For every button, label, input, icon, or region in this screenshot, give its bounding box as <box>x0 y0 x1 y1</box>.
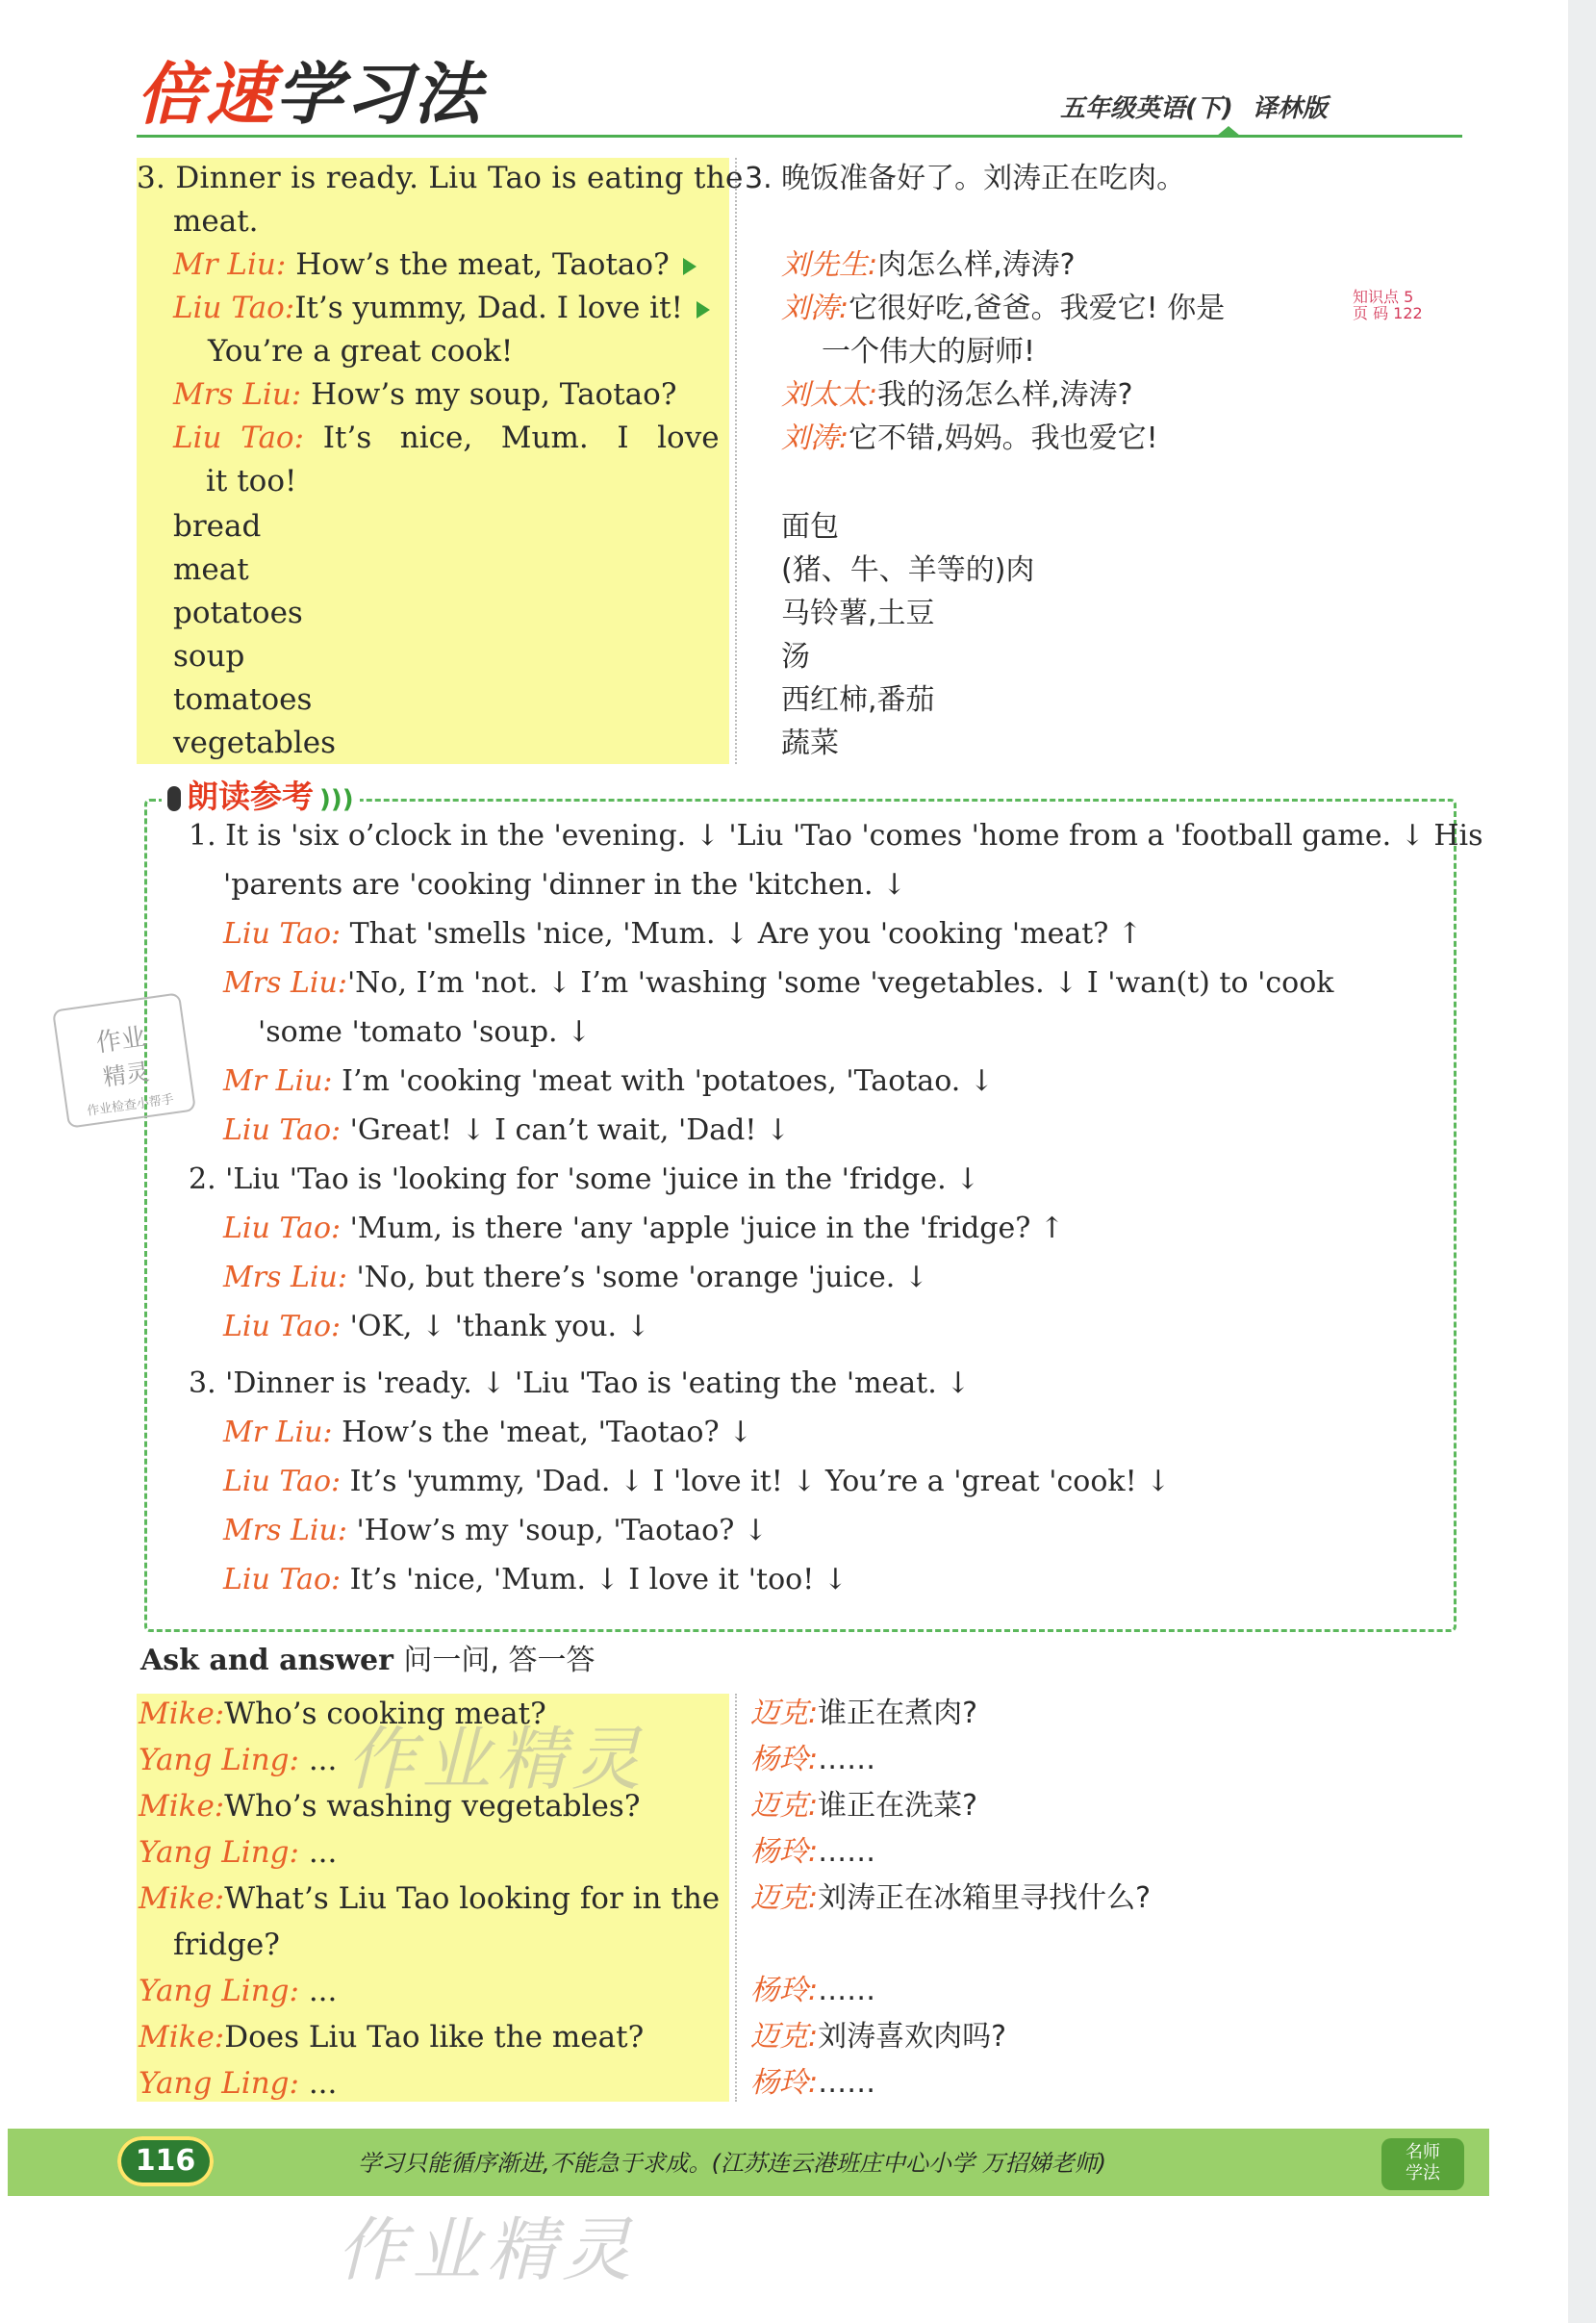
dialogue-line: 刘先生:肉怎么样,涛涛? <box>781 248 1076 282</box>
speaker-name: 杨玲: <box>750 1835 819 1869</box>
speaker-name: Yang Ling: <box>139 2066 299 2101</box>
footer-quote: 学习只能循序渐进,不能急于求成。(江苏连云港班庄中心小学 万招娣老师) <box>358 2150 1106 2177</box>
dialogue-zh <box>745 157 1360 460</box>
watermark: 作业精灵 <box>346 1719 647 1800</box>
reading-line: Mr Liu: I’m 'cooking 'meat with 'potatoes, 'Taotao. ↓ <box>223 1064 994 1098</box>
speaker-name: Liu Tao: <box>173 421 305 455</box>
ask-line: Mike:Who’s cooking meat? <box>139 1697 546 1731</box>
reading-line: 1. It is 'six o’clock in the 'evening. ↓ 'Liu 'Tao 'comes 'home from a 'football game. ↓ His <box>189 819 1483 853</box>
ask-line: 迈克:谁正在煮肉? <box>750 1697 978 1730</box>
reading-line: Mrs Liu:'No, I’m 'not. ↓ I’m 'washing 'some 'vegetables. ↓ I 'wan(t) to 'cook <box>223 966 1334 1000</box>
speaker-name: Mike: <box>139 1789 225 1824</box>
vocab-meaning: 西红柿,番茄 <box>781 683 935 717</box>
vocab-meaning: 蔬菜 <box>781 727 839 760</box>
header-rule-notch <box>1217 126 1240 136</box>
ask-zh <box>750 1691 1151 2106</box>
reading-reference-title: 朗读参考 ))) <box>162 776 360 821</box>
ask-line: Yang Ling: ... <box>139 2066 338 2101</box>
dialogue-line: Liu Tao:It’s yummy, Dad. I love it! <box>137 287 733 330</box>
speaker-name: Mike: <box>139 2020 225 2055</box>
reading-line: Liu Tao: That 'smells 'nice, 'Mum. ↓ Are you 'cooking 'meat? ↑ <box>223 917 1143 951</box>
vocab-meaning: 马铃薯,土豆 <box>781 597 935 630</box>
vocab-meaning: (猪、牛、羊等的)肉 <box>781 553 1035 587</box>
dialogue-en <box>137 157 744 503</box>
reading-line: 'parents are 'cooking 'dinner in the 'kitchen. ↓ <box>223 868 907 902</box>
page-edge-strip <box>1568 0 1596 2323</box>
speaker-name: Mrs Liu: <box>223 1261 347 1294</box>
vocab-en <box>173 505 336 765</box>
speaker-name: 刘涛: <box>781 421 849 455</box>
speaker-name: Liu Tao: <box>223 1563 342 1596</box>
column-divider <box>735 1694 739 2102</box>
speaker-name: 迈克: <box>750 1697 819 1730</box>
ask-line <box>750 1922 1151 1968</box>
speaker-name: Yang Ling: <box>139 1743 299 1777</box>
dialogue-line: Mrs Liu: How’s my soup, Taotao? <box>173 377 677 412</box>
vocab-meaning: 汤 <box>781 640 810 674</box>
speaker-name: Mrs Liu: <box>223 966 347 1000</box>
ask-line: fridge? <box>173 1927 280 1962</box>
play-arrow-icon[interactable] <box>683 258 697 275</box>
page-number: 116 <box>117 2136 214 2186</box>
ask-line: 杨玲:…… <box>750 1743 876 1776</box>
watermark: 作业精灵 <box>337 2209 638 2290</box>
dialogue-line: You’re a great cook! <box>208 334 514 369</box>
ask-answer-title: Ask and answer 问一问, 答一答 <box>140 1644 595 1677</box>
speaker-name: 迈克: <box>750 1789 819 1823</box>
vocab-word: tomatoes <box>173 682 313 717</box>
teacher-method-logo: 名师 学法 <box>1381 2138 1464 2190</box>
vocab-zh <box>781 505 1034 765</box>
speaker-name: Mike: <box>139 1697 225 1731</box>
speaker-name: 杨玲: <box>750 1974 819 2007</box>
reading-line: 2. 'Liu 'Tao is 'looking for 'some 'juice in the 'fridge. ↓ <box>189 1162 980 1196</box>
vocab-word: soup <box>173 639 245 674</box>
ask-line: 杨玲:…… <box>750 2066 876 2100</box>
reading-line: Mrs Liu: 'How’s my 'soup, 'Taotao? ↓ <box>223 1514 768 1547</box>
homework-stamp: 作业 精灵 作业检查小帮手 <box>52 992 196 1128</box>
speaker-name: Yang Ling: <box>139 1835 299 1870</box>
speaker-name: 杨玲: <box>750 1743 819 1776</box>
dialogue-line: Mr Liu: How’s the meat, Taotao? <box>137 243 733 287</box>
speaker-name: Liu Tao: <box>223 917 342 951</box>
speaker-name: Mrs Liu: <box>173 377 302 412</box>
microphone-icon <box>167 786 181 811</box>
reading-line: Liu Tao: It’s 'yummy, 'Dad. ↓ I 'love it! ↓ You’re a 'great 'cook! ↓ <box>223 1465 1171 1498</box>
series-logo: 倍速学习法 <box>137 55 483 134</box>
dialogue-line: 3. 晚饭准备好了。刘涛正在吃肉。 <box>745 162 1186 195</box>
ask-line: Mike:Who’s washing vegetables? <box>139 1789 641 1824</box>
header-rule <box>137 135 1462 138</box>
speaker-name: Liu Tao: <box>223 1113 342 1147</box>
edition-label: 译林版 <box>1252 94 1328 123</box>
ask-line: Yang Ling: ... <box>139 1743 338 1777</box>
dialogue-line: 3. Dinner is ready. Liu Tao is eating the <box>137 161 744 195</box>
reading-line: Liu Tao: 'OK, ↓ 'thank you. ↓ <box>223 1310 650 1343</box>
vocab-meaning: 面包 <box>781 510 839 544</box>
dialogue-line: 刘太太:我的汤怎么样,涛涛? <box>781 378 1133 412</box>
speaker-name: Liu Tao: <box>223 1212 342 1245</box>
speaker-name: Mr Liu: <box>173 247 287 282</box>
ask-line: Mike:What’s Liu Tao looking for in the <box>139 1881 721 1916</box>
grade-label: 五年级英语(下) <box>1060 94 1233 123</box>
vocab-word: bread <box>173 509 262 544</box>
reading-line: Mr Liu: How’s the 'meat, 'Taotao? ↓ <box>223 1416 753 1449</box>
speaker-name: Yang Ling: <box>139 1974 299 2008</box>
reading-line: 3. 'Dinner is 'ready. ↓ 'Liu 'Tao is 'eating the 'meat. ↓ <box>189 1366 971 1400</box>
speaker-name: Liu Tao: <box>223 1465 342 1498</box>
speaker-name: Mr Liu: <box>223 1064 333 1098</box>
speaker-name: Liu Tao: <box>173 291 295 325</box>
ask-line: Yang Ling: ... <box>139 1835 338 1870</box>
speaker-name: Liu Tao: <box>223 1310 342 1343</box>
dialogue-line: meat. <box>173 204 259 239</box>
ask-line: 杨玲:…… <box>750 1974 876 2007</box>
speaker-name: 迈克: <box>750 2020 819 2054</box>
dialogue-line: 一个伟大的厨师! <box>822 335 1036 369</box>
speaker-name: Mrs Liu: <box>223 1514 347 1547</box>
reading-line: Liu Tao: It’s 'nice, 'Mum. ↓ I love it 'too! ↓ <box>223 1563 848 1596</box>
speaker-name: Mike: <box>139 1881 225 1916</box>
ask-line: Mike:Does Liu Tao like the meat? <box>139 2020 645 2055</box>
ask-line: 杨玲:…… <box>750 1835 876 1869</box>
knowledge-point-link[interactable]: 知识点 5 页 码 122 <box>1353 288 1423 322</box>
ask-line: 迈克:刘涛正在冰箱里寻找什么? <box>750 1881 1152 1915</box>
ask-line: Yang Ling: ... <box>139 1974 338 2008</box>
reading-line: Liu Tao: 'Great! ↓ I can’t wait, 'Dad! ↓ <box>223 1113 791 1147</box>
speaker-name: 刘太太: <box>781 378 878 412</box>
speaker-name: 刘涛: <box>781 292 849 325</box>
speaker-name: 杨玲: <box>750 2066 819 2100</box>
audio-wave-icon[interactable]: ))) <box>319 785 354 814</box>
reading-line: Mrs Liu: 'No, but there’s 'some 'orange 'juice. ↓ <box>223 1261 928 1294</box>
ask-line: 迈克:谁正在洗菜? <box>750 1789 978 1823</box>
speaker-name: Mr Liu: <box>223 1416 333 1449</box>
vocab-word: vegetables <box>173 726 337 760</box>
dialogue-line: 刘涛:它不错,妈妈。我也爱它! <box>781 421 1158 455</box>
dialogue-line: 刘涛:它很好吃,爸爸。我爱它! 你是 <box>781 292 1226 325</box>
reading-line: 'some 'tomato 'soup. ↓ <box>258 1015 592 1049</box>
column-divider <box>735 158 739 764</box>
vocab-word: potatoes <box>173 596 303 630</box>
vocab-word: meat <box>173 552 249 587</box>
speaker-name: 刘先生: <box>781 248 878 282</box>
reading-lines <box>189 811 1483 1604</box>
reading-line: Liu Tao: 'Mum, is there 'any 'apple 'juice in the 'fridge? ↑ <box>223 1212 1064 1245</box>
dialogue-line: Liu Tao: It’s nice, Mum. I love <box>173 421 720 455</box>
book-info <box>1041 89 1328 124</box>
play-arrow-icon[interactable] <box>697 301 710 319</box>
dialogue-line: it too! <box>206 464 297 498</box>
speaker-name: 迈克: <box>750 1881 819 1915</box>
ask-line: 迈克:刘涛喜欢肉吗? <box>750 2020 1007 2054</box>
